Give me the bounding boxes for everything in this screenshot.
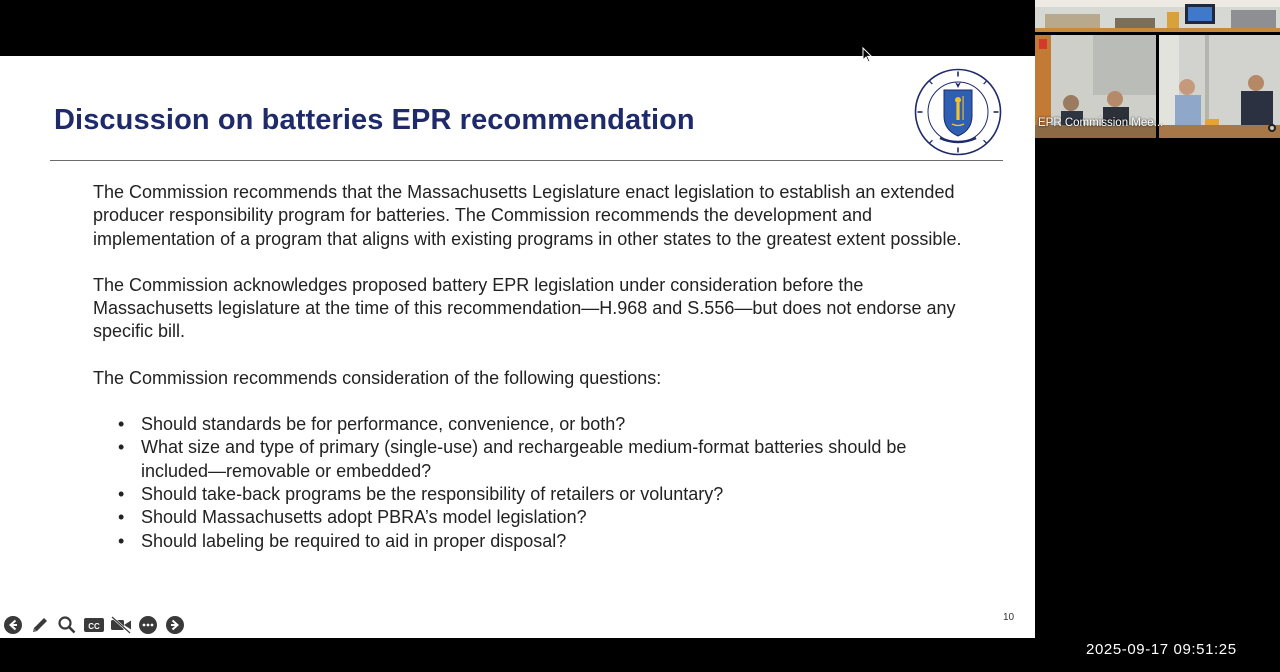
back-arrow-icon[interactable] bbox=[2, 614, 24, 636]
list-item: • Should take-back programs be the responsibility of retailers or voluntary? bbox=[93, 483, 973, 506]
presentation-slide bbox=[0, 56, 1035, 638]
slide-body bbox=[93, 181, 973, 553]
paragraph-acknowledgement: The Commission acknowledges proposed battery EPR legislation under consideration before the Massachusetts legislature at the time of this recommendation—H.968 and S.556—but does not endorse any specific bill. bbox=[93, 274, 956, 342]
more-icon[interactable] bbox=[137, 614, 159, 636]
list-item: • Should standards be for performance, convenience, or both? bbox=[93, 413, 973, 436]
svg-text:CC: CC bbox=[88, 622, 100, 631]
slide-page-number: 10 bbox=[1003, 612, 1015, 623]
title-divider bbox=[50, 160, 1003, 161]
list-item: • What size and type of primary (single-use) and rechargeable medium-format batteries should be included—removable or embedded? bbox=[93, 436, 973, 483]
paragraph-questions-intro: The Commission recommends consideration of the following questions: bbox=[93, 367, 662, 388]
mouse-cursor-icon bbox=[862, 47, 872, 63]
participant-name-label: EPR Commission Mee... bbox=[1038, 117, 1164, 129]
video-tile-room-wide[interactable] bbox=[1035, 0, 1280, 32]
list-item: • Should Massachusetts adopt PBRA’s model legislation? bbox=[93, 506, 973, 529]
recording-timestamp: 2025-09-17 09:51:25 bbox=[1086, 641, 1237, 658]
questions-list bbox=[93, 413, 973, 553]
massachusetts-seal-icon bbox=[914, 68, 1002, 156]
paragraph-recommendation: The Commission recommends that the Massachusetts Legislature enact legislation to establish an extended producer responsibility program for batteries. The Commission recommends the development and implementation of a program that aligns with existing programs in other states to the greatest extent possible. bbox=[93, 182, 962, 249]
video-tile-participant-right[interactable] bbox=[1159, 35, 1280, 138]
video-off-icon[interactable] bbox=[110, 614, 132, 636]
list-item: • Should labeling be required to aid in proper disposal? bbox=[93, 530, 973, 553]
pen-icon[interactable] bbox=[29, 614, 51, 636]
zoom-icon[interactable] bbox=[56, 614, 78, 636]
closed-caption-icon[interactable] bbox=[83, 614, 105, 636]
slide-title: Discussion on batteries EPR recommendation bbox=[54, 104, 695, 136]
presentation-toolbar bbox=[2, 614, 186, 636]
forward-arrow-icon[interactable] bbox=[164, 614, 186, 636]
